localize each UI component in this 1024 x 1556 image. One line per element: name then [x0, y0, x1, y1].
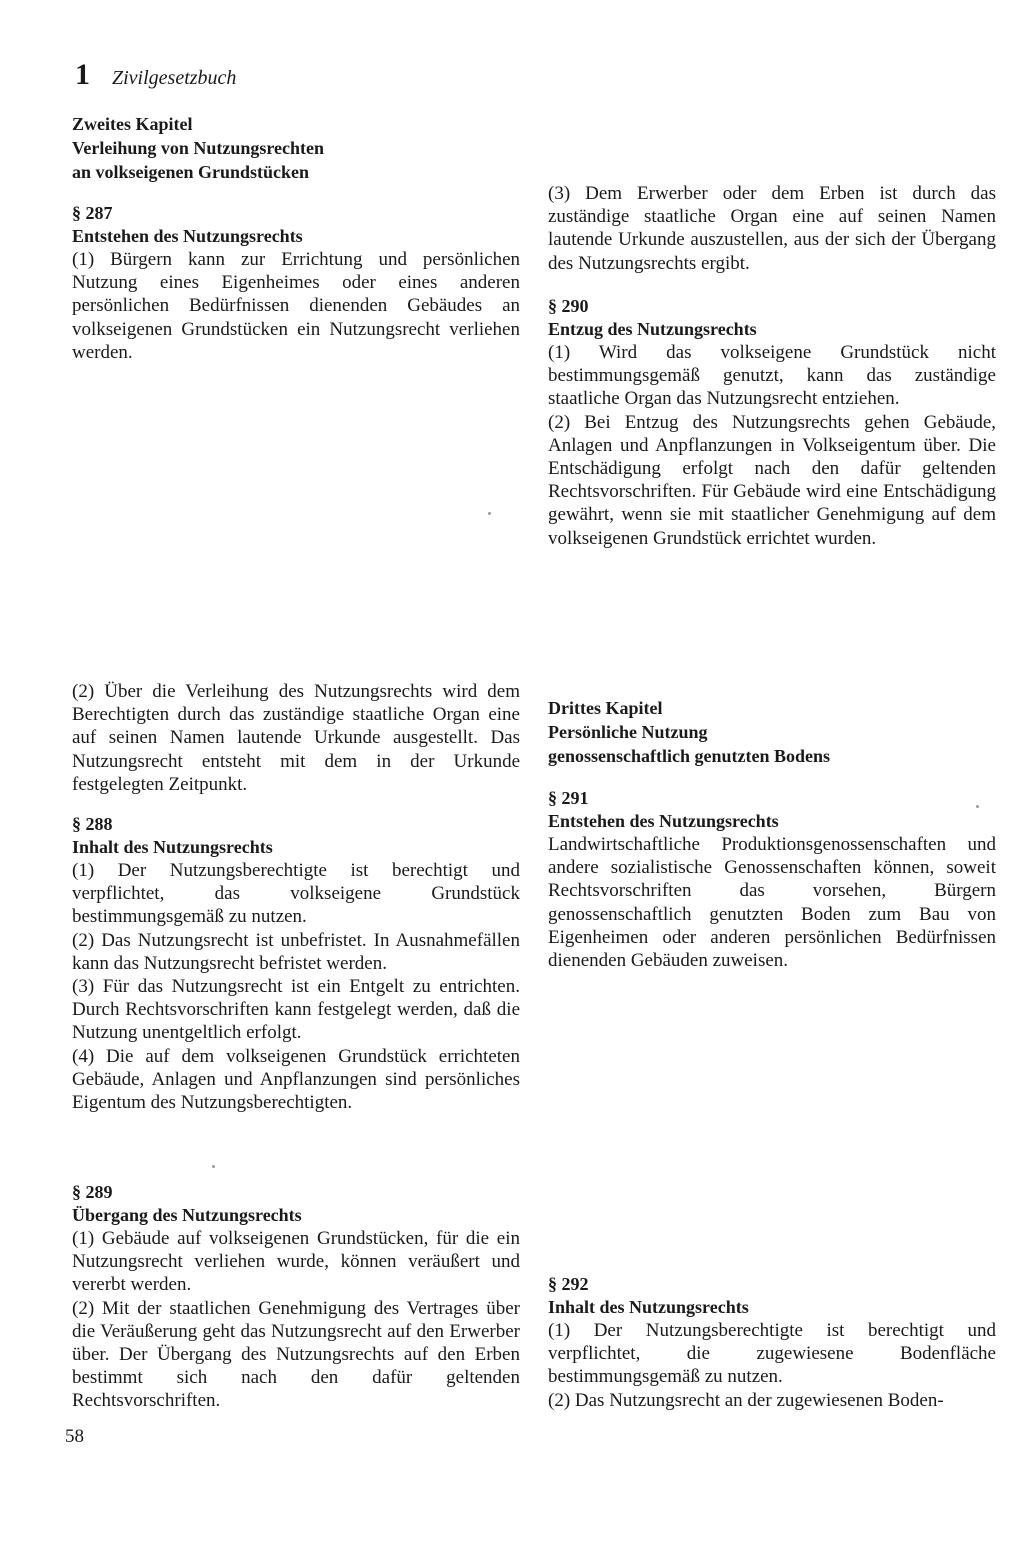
clause: (2) Das Nutzungsrecht ist unbefristet. In Ausnahmefällen kann das Nutzungsrecht befristet werden.	[72, 929, 520, 974]
clause: (2) Bei Entzug des Nutzungsrechts gehen Gebäude, Anlagen und Anpflanzungen in Volkseigentum über. Die Entschädigung erfolgt nach den dafür geltenden Rechtsvorschriften. Für Gebäude wird eine Entschädigung gewährt, wenn sie mit staatlicher Genehmigung auf dem volkseigenen Grundstück errichtet wurden.	[548, 411, 996, 549]
faded-annotation	[72, 368, 520, 658]
section-288	[72, 812, 520, 1114]
section-number: § 289	[72, 1182, 113, 1202]
clause: (1) Der Nutzungsberechtigte ist berechtigt und verpflichtet, das volkseigene Grundstück bestimmungsgemäß zu nutzen.	[72, 860, 520, 928]
page-number: 58	[65, 1426, 84, 1447]
scan-speck	[976, 805, 979, 808]
section-title: Übergang des Nutzungsrechts	[72, 1205, 302, 1225]
faded-annotation	[548, 995, 996, 1255]
section-number: § 288	[72, 814, 113, 834]
scan-speck	[488, 512, 491, 515]
running-header	[75, 58, 236, 92]
faded-annotation	[548, 120, 996, 164]
chapter-heading-line: Drittes Kapitel	[548, 698, 663, 718]
section-title: Entstehen des Nutzungsrechts	[72, 226, 303, 246]
clause: (2) Mit der staatlichen Genehmigung des Vertrages über die Veräußerung geht das Nutzungsrecht auf den Erwerber über. Der Übergang des Nutzungsrechts auf den Erben bestimmt sich nach den dafür geltenden Rechtsvorschriften.	[72, 1297, 520, 1412]
section-title: Inhalt des Nutzungsrechts	[72, 837, 273, 857]
clause: Landwirtschaftliche Produktionsgenossenschaften und andere sozialistische Genossenschaften können, soweit Rechtsvorschriften das vorsehen, Bürgern genossenschaftlich genutzten Boden zum Bau von Eigenheimen oder anderen persönlichen Bedürfnissen dienenden Gebäuden zuweisen.	[548, 834, 996, 972]
chapter-heading-line: Persönliche Nutzung	[548, 722, 708, 742]
chapter-heading-3	[548, 696, 996, 768]
chapter-number: 1	[75, 58, 90, 91]
section-number: § 287	[72, 203, 113, 223]
chapter-heading-line: an volkseigenen Grundstücken	[72, 162, 310, 182]
section-title: Entstehen des Nutzungsrechts	[548, 811, 779, 831]
section-292	[548, 1272, 996, 1412]
section-title: Inhalt des Nutzungsrechts	[548, 1297, 749, 1317]
clause: (1) Gebäude auf volkseigenen Grundstücken, für die ein Nutzungsrecht verliehen wurde, können veräußert und vererbt werden.	[72, 1228, 520, 1296]
clause: (3) Für das Nutzungsrecht ist ein Entgelt zu entrichten. Durch Rechtsvorschriften kann festgelegt werden, daß die Nutzung unentgeltlich erfolgt.	[72, 976, 520, 1044]
chapter-heading-line: Zweites Kapitel	[72, 114, 193, 134]
clause: (2) Das Nutzungsrecht an der zugewiesenen Boden-	[548, 1389, 944, 1411]
section-number: § 292	[548, 1274, 589, 1294]
chapter-heading-line: genossenschaftlich genutzten Bodens	[548, 746, 831, 766]
section-number: § 290	[548, 296, 589, 316]
clause: (4) Die auf dem volkseigenen Grundstück errichteten Gebäude, Anlagen und Anpflanzungen sind persönliches Eigentum des Nutzungsberechtigten.	[72, 1045, 520, 1114]
clause: (3) Dem Erwerber oder dem Erben ist durch das zuständige staatliche Organ eine auf seinen Namen lautende Urkunde auszustellen, aus der sich der Übergang des Nutzungsrechts ergibt.	[548, 183, 996, 274]
section-289	[72, 1180, 520, 1413]
book-title: Zivilgesetzbuch	[112, 67, 237, 89]
clause: (1) Der Nutzungsberechtigte ist berechtigt und verpflichtet, die zugewiesene Bodenfläche bestimmungsgemäß zu nutzen.	[548, 1320, 996, 1388]
clause: (1) Wird das volkseigene Grundstück nicht bestimmungsgemäß genutzt, kann das zuständige staatliche Organ das Nutzungsrecht entziehen.	[548, 342, 996, 410]
clause: (2) Über die Verleihung des Nutzungsrechts wird dem Berechtigten durch das zuständige staatliche Organ eine auf seinen Namen lautende Urkunde ausgestellt. Das Nutzungsrecht entsteht mit dem in der Urkunde festgelegten Zeitpunkt.	[72, 681, 520, 795]
chapter-heading-line: Verleihung von Nutzungsrechten	[72, 138, 325, 158]
section-title: Entzug des Nutzungsrechts	[548, 319, 757, 339]
section-number: § 291	[548, 788, 589, 808]
faded-annotation	[548, 592, 996, 656]
chapter-heading-2	[72, 112, 520, 184]
section-287	[72, 201, 520, 364]
section-290	[548, 294, 996, 550]
scan-speck	[212, 1165, 215, 1168]
clause: (1) Bürgern kann zur Errichtung und persönlichen Nutzung eines Eigenheimes oder eines anderen persönlichen Bedürfnissen dienenden Gebäudes an volkseigenen Grundstücken ein Nutzungsrecht verliehen werden.	[72, 249, 520, 363]
section-291	[548, 786, 996, 972]
